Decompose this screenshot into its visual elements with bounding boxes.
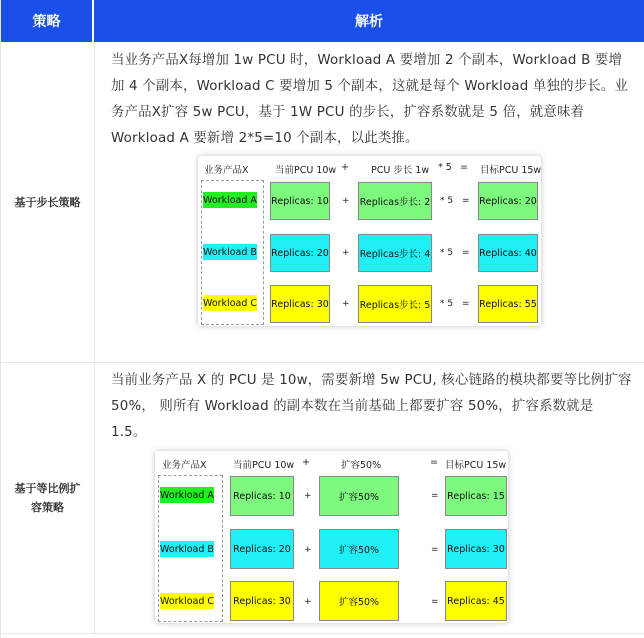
diagram-header-mult: * 5 (438, 162, 452, 173)
strategy-proportional-line2: 容策略 (31, 501, 64, 514)
diagram-header-target: 目标PCU 15w (445, 460, 507, 471)
diagram-header-eq: = (460, 162, 468, 173)
step-replicas-b: Replicas步长: 4 (358, 234, 432, 272)
header-analysis: 解析 (94, 0, 644, 42)
diagram-header-step: PCU 步长 1w (371, 165, 430, 176)
scale-factor-b: 扩容50% (319, 529, 399, 569)
target-replicas-b: Replicas: 40 (478, 234, 538, 272)
equals-sign: = (431, 597, 439, 607)
diagram-header-current: 当前PCU 10w (275, 165, 337, 176)
plus-sign: + (342, 299, 350, 309)
current-replicas-c: Replicas: 30 (230, 581, 294, 621)
target-replicas-c: Replicas: 55 (478, 285, 538, 323)
plus-sign: + (342, 196, 350, 206)
mult-sign: * 5 (440, 196, 454, 206)
proportional-diagram (155, 451, 508, 623)
workload-c-tag: Workload C (160, 593, 214, 609)
row-divider (1, 633, 644, 634)
scale-factor-c: 扩容50% (319, 581, 399, 621)
strategy-step (1, 42, 95, 362)
step-description: 当业务产品X每增加 1w PCU 时，Workload A 要增加 2 个副本，Workload B 要增加 4 个副本，Workload C 要增加 5 个副本，这就是每个 Workload 单独的步长。业务产品X扩容 5w PCU，基于 1W PCU 的步长，扩容系数就是 5 倍，就意味着 Workload A 要新增 2*5=10 个副本，以此类推。 (111, 53, 629, 146)
target-replicas-a: Replicas: 15 (445, 476, 507, 516)
equals-sign: = (431, 491, 439, 501)
strategy-proportional (1, 363, 95, 633)
current-replicas-b: Replicas: 20 (270, 234, 330, 272)
workload-b-tag: Workload B (160, 541, 214, 557)
plus-sign: + (304, 597, 312, 607)
strategy-proportional-line1: 基于等比例扩 (14, 482, 81, 495)
diagram-header-product: 业务产品X (162, 460, 207, 471)
mult-sign: * 5 (440, 299, 454, 309)
step-replicas-a: Replicas步长: 2 (358, 182, 432, 220)
equals-sign: = (462, 196, 470, 206)
row-divider (1, 362, 644, 363)
diagram-header-product: 业务产品X (204, 165, 249, 176)
diagram-header-plus: + (341, 162, 349, 173)
step-replicas-c: Replicas步长: 5 (358, 285, 432, 323)
workload-a-tag: Workload A (203, 192, 257, 208)
plus-sign: + (304, 491, 312, 501)
scale-factor-a: 扩容50% (319, 476, 399, 516)
current-replicas-c: Replicas: 30 (270, 285, 330, 323)
plus-sign: + (304, 545, 312, 555)
target-replicas-a: Replicas: 20 (478, 182, 538, 220)
equals-sign: = (431, 545, 439, 555)
mult-sign: * 5 (440, 248, 454, 258)
workload-a-tag: Workload A (160, 487, 214, 503)
strategy-step-label: 基于步长策略 (14, 195, 81, 209)
equals-sign: = (462, 299, 470, 309)
diagram-header-target: 目标PCU 15w (480, 165, 542, 176)
diagram-header-scale: 扩容50% (341, 460, 382, 471)
proportional-description: 当前业务产品 X 的 PCU 是 10w，需要新增 5w PCU, 核心链路的模块都要等比例扩容 50%， 则所有 Workload 的副本数在当前基础上都要扩容 50%，扩容系数就是 1.5。 (111, 373, 632, 440)
workload-c-tag: Workload C (203, 295, 257, 311)
equals-sign: = (462, 248, 470, 258)
plus-sign: + (342, 248, 350, 258)
current-replicas-a: Replicas: 10 (230, 476, 294, 516)
diagram-header-plus: + (302, 457, 310, 468)
step-diagram (198, 156, 541, 326)
target-replicas-b: Replicas: 30 (445, 529, 507, 569)
diagram-header-current: 当前PCU 10w (233, 460, 295, 471)
header-strategy: 策略 (1, 0, 93, 42)
diagram-header-eq: = (430, 457, 438, 468)
target-replicas-c: Replicas: 45 (445, 581, 507, 621)
workload-b-tag: Workload B (203, 244, 257, 260)
current-replicas-b: Replicas: 20 (230, 529, 294, 569)
current-replicas-a: Replicas: 10 (270, 182, 330, 220)
